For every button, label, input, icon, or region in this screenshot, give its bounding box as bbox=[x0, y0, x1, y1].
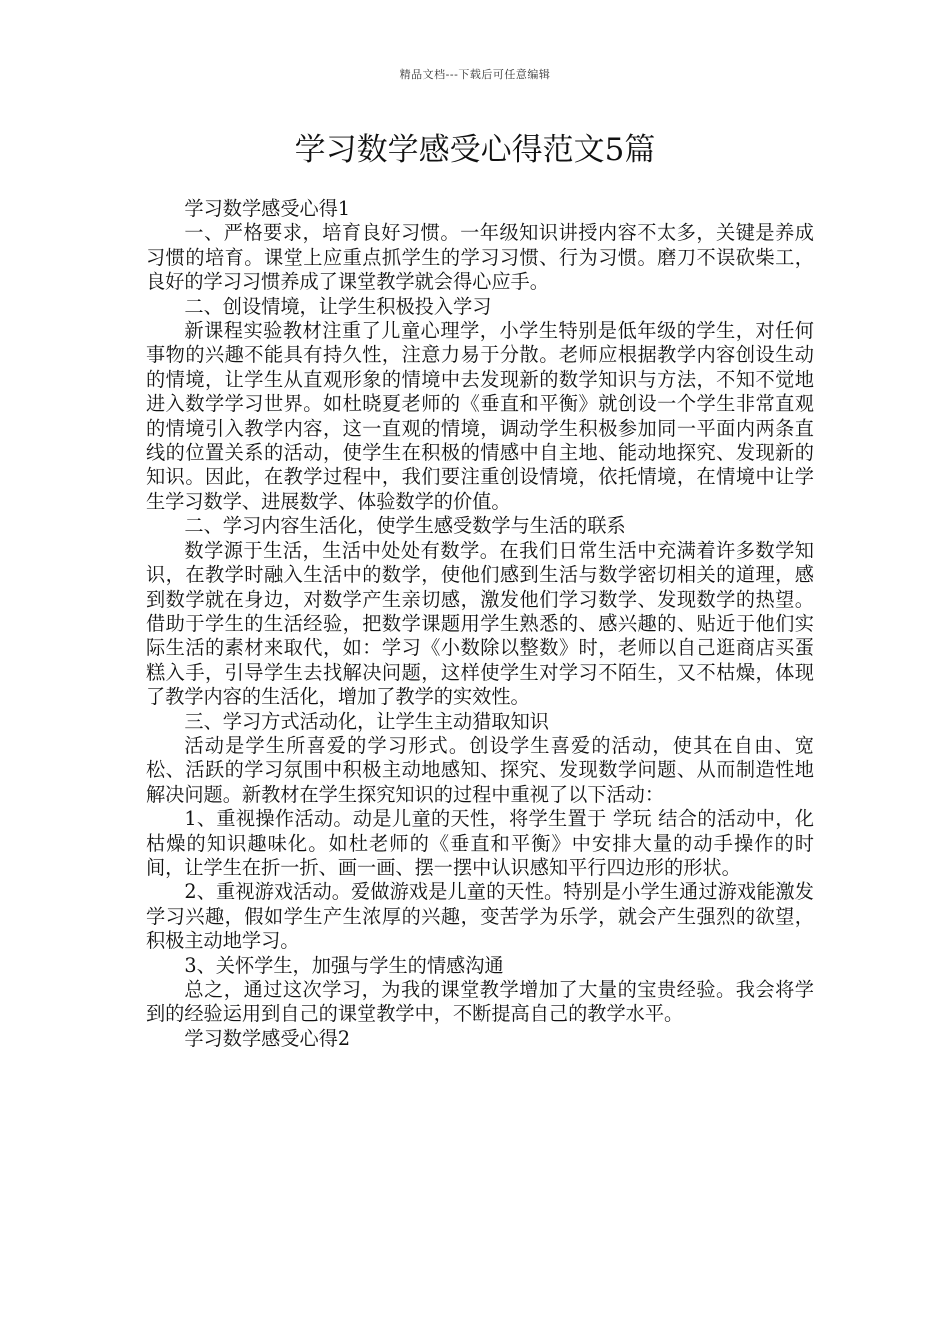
paragraph: 1、重视操作活动。动是儿童的天性，将学生置于 学玩 结合的活动中，化枯燥的知识趣味化。如杜老师的《垂直和平衡》中安排大量的动手操作的时间，让学生在折一折、画一画、摆一摆中认识感知平行四边形的形状。 bbox=[146, 807, 814, 879]
paragraph: 一、严格要求，培育良好习惯。一年级知识讲授内容不太多，关键是养成习惯的培育。课堂上应重点抓学生的学习习惯、行为习惯。磨刀不误砍柴工，良好的学习习惯养成了课堂教学就会得心应手。 bbox=[146, 221, 814, 294]
paragraph: 总之，通过这次学习，为我的课堂教学增加了大量的宝贵经验。我会将学到的经验运用到自己的课堂教学中，不断提高自己的教学水平。 bbox=[146, 978, 814, 1026]
paragraph: 活动是学生所喜爱的学习形式。创设学生喜爱的活动，使其在自由、宽松、活跃的学习氛围中积极主动地感知、探究、发现数学问题、从而制造性地解决问题。新教材在学生探究知识的过程中重视了以下活动： bbox=[146, 733, 814, 806]
paragraph: 2、重视游戏活动。爱做游戏是儿童的天性。特别是小学生通过游戏能激发学习兴趣，假如学生产生浓厚的兴趣，变苦学为乐学，就会产生强烈的欲望，积极主动地学习。 bbox=[146, 880, 814, 953]
subheading: 3、关怀学生，加强与学生的情感沟通 bbox=[184, 953, 504, 977]
subheading: 二、创设情境，让学生积极投入学习 bbox=[184, 294, 492, 318]
document-body bbox=[146, 197, 814, 1051]
paragraph: 新课程实验教材注重了儿童心理学，小学生特别是低年级的学生，对任何事物的兴趣不能具有持久性，注意力易于分散。老师应根据教学内容创设生动的情境，让学生从直观形象的情境中去发现新的数学知识与方法，不知不觉地进入数学学习世界。如杜晓夏老师的《垂直和平衡》就创设一个学生非常直观的情境引入教学内容，这一直观的情境，调动学生积极参加同一平面内两条直线的位置关系的活动，使学生在积极的情感中自主地、能动地探究、发现新的知识。因此，在教学过程中，我们要注重创设情境，依托情境，在情境中让学生学习数学、进展数学、体验数学的价值。 bbox=[146, 319, 814, 513]
header-note: 精品文档---下载后可任意编辑 bbox=[399, 68, 551, 81]
paragraph: 数学源于生活，生活中处处有数学。在我们日常生活中充满着许多数学知识，在教学时融入生活中的数学，使他们感到生活与数学密切相关的道理，感到数学就在身边，对数学产生亲切感，激发他们学习数学、发现数学的热望。借助于学生的生活经验，把数学课题用学生熟悉的、感兴趣的、贴近于他们实际生活的素材来取代，如：学习《小数除以整数》时，老师以自己逛商店买蛋糕入手，引导学生去找解决问题，这样使学生对学习不陌生，又不枯燥，体现了教学内容的生活化，增加了教学的实效性。 bbox=[146, 538, 814, 709]
subheading: 二、学习内容生活化，使学生感受数学与生活的联系 bbox=[184, 514, 626, 538]
section-heading-2: 学习数学感受心得2 bbox=[184, 1026, 351, 1050]
section-heading-1: 学习数学感受心得1 bbox=[184, 197, 351, 220]
subheading: 三、学习方式活动化，让学生主动猎取知识 bbox=[184, 709, 549, 733]
document-title: 学习数学感受心得范文5篇 bbox=[294, 132, 656, 168]
